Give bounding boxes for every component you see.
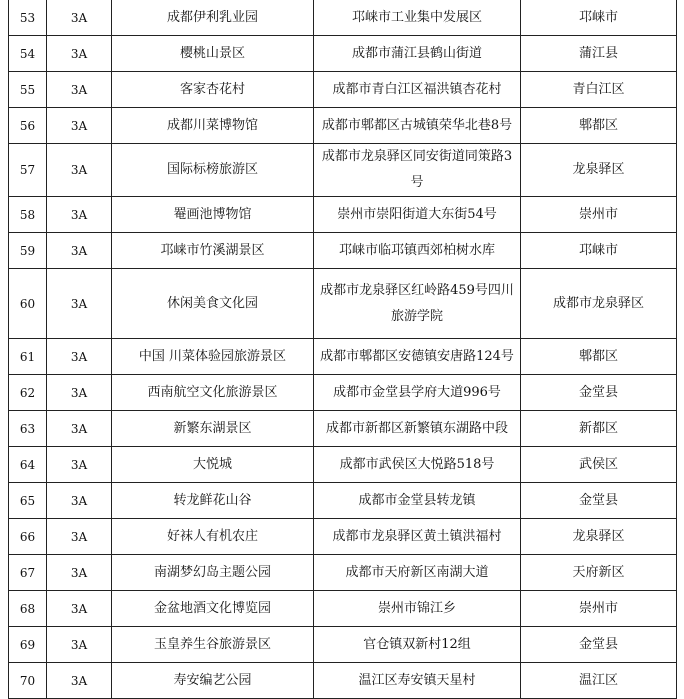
table-row: [9, 233, 677, 269]
table-row: [9, 197, 677, 233]
address-cell: 成都市龙泉驿区同安街道同策路3号: [314, 144, 521, 197]
address-cell: 成都市天府新区南湖大道: [314, 555, 521, 591]
table-row: [9, 339, 677, 375]
row-number: 53: [9, 0, 47, 36]
district-cell: 成都市龙泉驿区: [521, 269, 677, 339]
scenic-name-cell: 客家杏花村: [112, 72, 314, 108]
scenic-name-cell: 樱桃山景区: [112, 36, 314, 72]
table-row: [9, 72, 677, 108]
grade-cell: 3A: [47, 0, 112, 36]
scenic-name-cell: 休闲美食文化园: [112, 269, 314, 339]
row-number: 67: [9, 555, 47, 591]
address-cell: 成都市龙泉驿区红岭路459号四川旅游学院: [314, 269, 521, 339]
row-number: 69: [9, 627, 47, 663]
grade-cell: 3A: [47, 663, 112, 699]
table-row: [9, 36, 677, 72]
district-cell: 新都区: [521, 411, 677, 447]
district-cell: 龙泉驿区: [521, 519, 677, 555]
address-cell: 成都市新都区新繁镇东湖路中段: [314, 411, 521, 447]
district-cell: 温江区: [521, 663, 677, 699]
grade-cell: 3A: [47, 519, 112, 555]
grade-cell: 3A: [47, 108, 112, 144]
table-row: [9, 555, 677, 591]
table-row: [9, 483, 677, 519]
scenic-name-cell: 中国 川菜体验园旅游景区: [112, 339, 314, 375]
address-cell: 官仓镇双新村12组: [314, 627, 521, 663]
row-number: 70: [9, 663, 47, 699]
address-cell: 崇州市崇阳街道大东街54号: [314, 197, 521, 233]
row-number: 54: [9, 36, 47, 72]
scenic-name-cell: 玉皇养生谷旅游景区: [112, 627, 314, 663]
scenic-name-cell: 大悦城: [112, 447, 314, 483]
district-cell: 郫都区: [521, 339, 677, 375]
district-cell: 蒲江县: [521, 36, 677, 72]
table-row: [9, 411, 677, 447]
scenic-name-cell: 南湖梦幻岛主题公园: [112, 555, 314, 591]
scenic-name-cell: 成都伊利乳业园: [112, 0, 314, 36]
row-number: 56: [9, 108, 47, 144]
table-row: [9, 663, 677, 699]
scenic-name-cell: 新繁东湖景区: [112, 411, 314, 447]
table-row: [9, 0, 677, 36]
grade-cell: 3A: [47, 197, 112, 233]
row-number: 63: [9, 411, 47, 447]
address-cell: 成都市龙泉驿区黄土镇洪福村: [314, 519, 521, 555]
scenic-name-cell: 成都川菜博物馆: [112, 108, 314, 144]
grade-cell: 3A: [47, 411, 112, 447]
district-cell: 崇州市: [521, 197, 677, 233]
grade-cell: 3A: [47, 447, 112, 483]
address-cell: 成都市武侯区大悦路518号: [314, 447, 521, 483]
grade-cell: 3A: [47, 36, 112, 72]
grade-cell: 3A: [47, 72, 112, 108]
address-cell: 成都市郫都区古城镇荣华北巷8号: [314, 108, 521, 144]
grade-cell: 3A: [47, 483, 112, 519]
row-number: 68: [9, 591, 47, 627]
row-number: 64: [9, 447, 47, 483]
row-number: 62: [9, 375, 47, 411]
grade-cell: 3A: [47, 627, 112, 663]
district-cell: 青白江区: [521, 72, 677, 108]
table-row: [9, 447, 677, 483]
address-cell: 崇州市锦江乡: [314, 591, 521, 627]
scenic-name-cell: 西南航空文化旅游景区: [112, 375, 314, 411]
grade-cell: 3A: [47, 233, 112, 269]
district-cell: 金堂县: [521, 627, 677, 663]
district-cell: 邛崃市: [521, 233, 677, 269]
scenic-name-cell: 寿安编艺公园: [112, 663, 314, 699]
district-cell: 郫都区: [521, 108, 677, 144]
grade-cell: 3A: [47, 555, 112, 591]
grade-cell: 3A: [47, 375, 112, 411]
scenic-name-cell: 国际标榜旅游区: [112, 144, 314, 197]
row-number: 65: [9, 483, 47, 519]
address-cell: 温江区寿安镇天星村: [314, 663, 521, 699]
scenic-name-cell: 罨画池博物馆: [112, 197, 314, 233]
district-cell: 武侯区: [521, 447, 677, 483]
row-number: 66: [9, 519, 47, 555]
table-row: [9, 108, 677, 144]
row-number: 60: [9, 269, 47, 339]
address-cell: 邛崃市工业集中发展区: [314, 0, 521, 36]
row-number: 59: [9, 233, 47, 269]
address-cell: 成都市郫都区安德镇安唐路124号: [314, 339, 521, 375]
table-body: [9, 0, 677, 699]
grade-cell: 3A: [47, 339, 112, 375]
table-row: [9, 519, 677, 555]
address-cell: 成都市金堂县转龙镇: [314, 483, 521, 519]
address-cell: 邛崃市临邛镇西郊柏树水库: [314, 233, 521, 269]
row-number: 61: [9, 339, 47, 375]
address-cell: 成都市青白江区福洪镇杏花村: [314, 72, 521, 108]
grade-cell: 3A: [47, 591, 112, 627]
district-cell: 金堂县: [521, 375, 677, 411]
district-cell: 崇州市: [521, 591, 677, 627]
grade-cell: 3A: [47, 144, 112, 197]
district-cell: 邛崃市: [521, 0, 677, 36]
table-row: [9, 591, 677, 627]
grade-cell: 3A: [47, 269, 112, 339]
row-number: 55: [9, 72, 47, 108]
table-row: [9, 375, 677, 411]
district-cell: 龙泉驿区: [521, 144, 677, 197]
scenic-name-cell: 转龙鲜花山谷: [112, 483, 314, 519]
table-row: [9, 627, 677, 663]
row-number: 57: [9, 144, 47, 197]
row-number: 58: [9, 197, 47, 233]
district-cell: 天府新区: [521, 555, 677, 591]
district-cell: 金堂县: [521, 483, 677, 519]
table-row: [9, 269, 677, 339]
table-row: [9, 144, 677, 197]
address-cell: 成都市金堂县学府大道996号: [314, 375, 521, 411]
address-cell: 成都市蒲江县鹤山街道: [314, 36, 521, 72]
scenic-name-cell: 好袜人有机农庄: [112, 519, 314, 555]
scenic-name-cell: 金盆地酒文化博览园: [112, 591, 314, 627]
scenic-name-cell: 邛崃市竹溪湖景区: [112, 233, 314, 269]
scenic-area-table: [8, 0, 677, 699]
